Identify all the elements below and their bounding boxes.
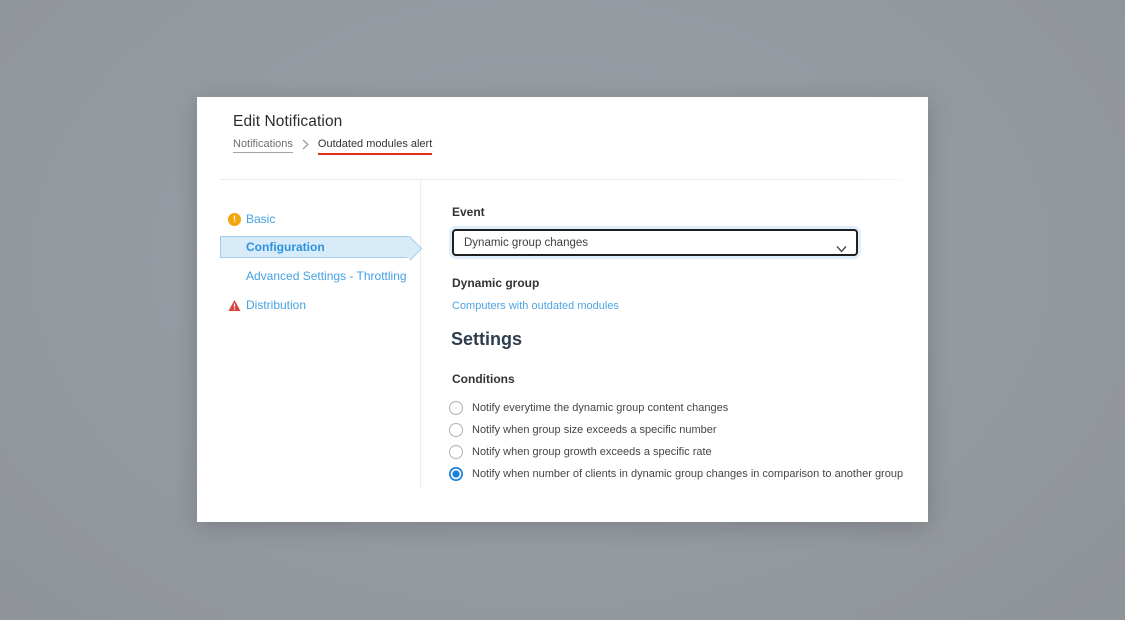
event-select[interactable] xyxy=(452,229,858,256)
sidebar-item-configuration[interactable]: Configuration xyxy=(220,236,410,258)
sidebar-item-distribution[interactable]: Distribution xyxy=(220,296,306,314)
breadcrumb-notifications-link[interactable]: Notifications xyxy=(233,138,293,153)
breadcrumb xyxy=(233,138,432,155)
radio-button[interactable] xyxy=(449,445,463,459)
header-divider xyxy=(220,179,902,180)
dynamic-group-link[interactable]: Computers with outdated modules xyxy=(452,300,619,312)
edit-notification-dialog xyxy=(197,97,928,522)
warning-circle-icon xyxy=(228,213,241,226)
breadcrumb-current-item: Outdated modules alert xyxy=(318,138,432,155)
conditions-label: Conditions xyxy=(452,372,515,386)
settings-heading: Settings xyxy=(451,329,523,349)
event-label: Event xyxy=(452,205,485,219)
event-select-value: Dynamic group changes xyxy=(464,236,589,249)
conditions-options xyxy=(449,397,903,485)
breadcrumb-chevron-icon xyxy=(302,139,309,153)
condition-option-2[interactable]: Notify when group size exceeds a specific number xyxy=(449,419,903,441)
dialog-title: Edit Notification xyxy=(233,113,343,130)
sidebar-divider xyxy=(420,180,421,488)
chevron-down-icon xyxy=(836,240,847,258)
radio-button[interactable] xyxy=(449,401,463,415)
radio-button[interactable] xyxy=(449,467,463,481)
dynamic-group-label: Dynamic group xyxy=(452,276,540,290)
radio-button[interactable] xyxy=(449,423,463,437)
sidebar-item-advanced-settings-throttling[interactable]: Advanced Settings - Throttling xyxy=(246,269,407,283)
condition-option-3[interactable]: Notify when group growth exceeds a specific rate xyxy=(449,441,903,463)
condition-option-4[interactable]: Notify when number of clients in dynamic group changes in comparison to another group xyxy=(449,463,903,485)
sidebar-item-basic[interactable]: ! Basic xyxy=(220,210,275,228)
warning-triangle-icon xyxy=(228,299,241,312)
condition-option-1[interactable]: Notify everytime the dynamic group content changes xyxy=(449,397,903,419)
